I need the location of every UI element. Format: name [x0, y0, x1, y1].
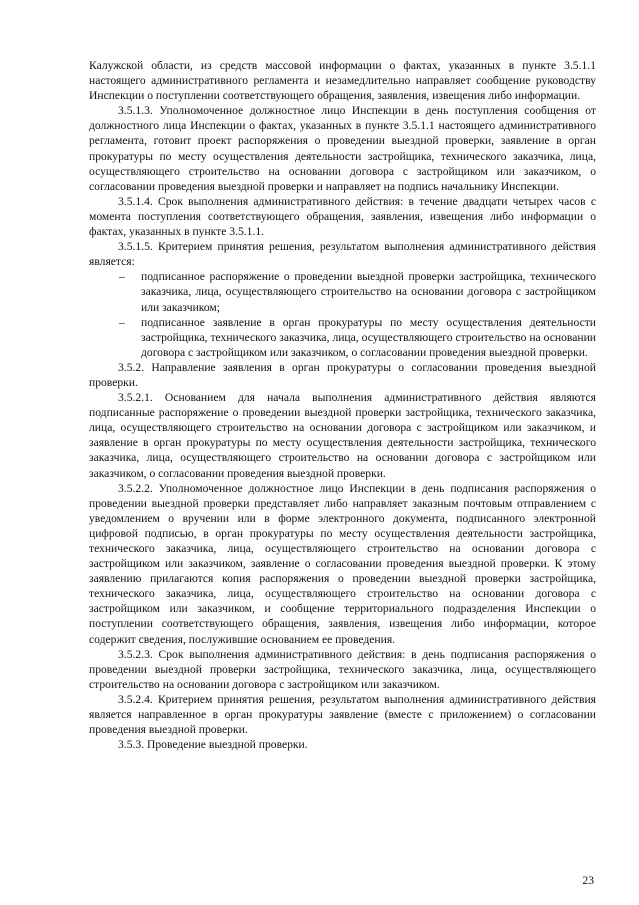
paragraph-3-5-1-5: 3.5.1.5. Критерием принятия решения, результатом выполнения административного действия является:: [89, 240, 596, 269]
list-dash: –: [119, 315, 125, 329]
list-dash: –: [119, 270, 125, 284]
paragraph-3-5-2-2: 3.5.2.2. Уполномоченное должностное лицо Инспекции в день подписания распоряжения о проведении выездной проверки представляет либо направляет заказным почтовым отправлением с уведомлением о вручении или в форме электронного документа, подписанного электронной цифровой подписью, в орган прокуратуры по месту осуществления деятельности застройщика, технического заказчика, лица, осуществляющего строительство на основании договора с застройщиком или заказчиком, заявление о согласовании проведения выездной проверки. К этому заявлению прилагаются копия распоряжения о проведении выездной проверки застройщика, технического заказчика, лица, осуществляющего строительство на основании договора с застройщиком или заказчиком, и сообщение территориального подразделения Инспекции о поступлении соответствующего обращения, заявления, извещения либо информации, которое содержит сведения, послужившие основанием ее проведения.: [89, 481, 596, 646]
paragraph-3-5-1-4: 3.5.1.4. Срок выполнения административного действия: в течение двадцати четырех часов с момента поступления соответствующего обращения, заявления, извещения либо информации о фактах, указанных в пункте 3.5.1.1.: [89, 194, 596, 239]
paragraph-3-5-2-4: 3.5.2.4. Критерием принятия решения, результатом выполнения административного действия является направленное в орган прокуратуры заявление (вместе с приложением) о согласовании проведения выездной проверки.: [89, 692, 596, 737]
page-number: 23: [582, 874, 594, 887]
paragraph-3-5-2: 3.5.2. Направление заявления в орган прокуратуры о согласовании проведения выездной проверки.: [89, 360, 596, 389]
paragraph-3-5-2-1: 3.5.2.1. Основанием для начала выполнения административного действия являются подписанные распоряжение о проведении выездной проверки застройщика, технического заказчика, лица, осуществляющего строительство на основании договора с застройщиком или заказчиком, и заявление в орган прокуратуры по месту осуществления деятельности застройщика, технического заказчика, лица, осуществляющего строительство на основании договора с застройщиком или заказчиком, о согласовании проведения выездной проверки.: [89, 391, 596, 480]
paragraph-continuation: Калужской области, из средств массовой информации о фактах, указанных в пункте 3.5.1.1 настоящего административного регламента и незамедлительно направляет сообщение руководству Инспекции о поступлении соответствующего обращения, заявления, извещения либо информации.: [89, 59, 596, 103]
list-item-text: подписанное распоряжение о проведении выездной проверки застройщика, технического заказчика, лица, осуществляющего строительство на основании договора с застройщиком или заказчиком;: [141, 270, 596, 314]
list-item: [119, 269, 596, 314]
paragraph-3-5-3: 3.5.3. Проведение выездной проверки.: [118, 738, 308, 752]
result-list: [89, 269, 596, 360]
document-body: [89, 58, 596, 752]
paragraph-3-5-2-3: 3.5.2.3. Срок выполнения административного действия: в день подписания распоряжения о проведении выездной проверки застройщика, технического заказчика, лица, осуществляющего строительство на основании договора с застройщиком или заказчиком.: [89, 647, 596, 691]
list-item-text: подписанное заявление в орган прокуратуры по месту осуществления деятельности застройщика, технического заказчика, лица, осуществляющего строительство на основании договора с застройщиком или заказчиком, о согласовании проведения выездной проверки.: [141, 315, 596, 359]
paragraph-3-5-1-3: 3.5.1.3. Уполномоченное должностное лицо Инспекции в день поступления сообщения от должностного лица Инспекции о фактах, указанных в пункте 3.5.1.1 настоящего административного регламента, готовит проект распоряжения о проведении выездной проверки, заявление в орган прокуратуры по месту осуществления деятельности застройщика, технического заказчика, лица, осуществляющего строительство на основании договора с застройщиком или заказчиком, о согласовании проведения выездной проверки и направляет на подпись начальнику Инспекции.: [89, 104, 596, 193]
list-item: [119, 315, 596, 360]
